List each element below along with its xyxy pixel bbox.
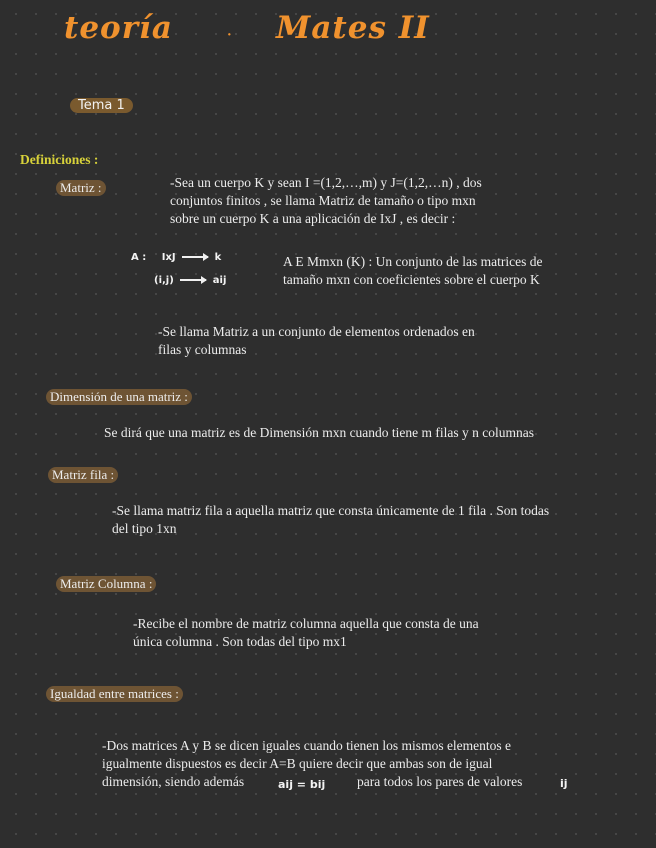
matriz-columna-definition: -Recibe el nombre de matriz columna aquella que consta de una única columna . Son todas del tipo mx1 (133, 616, 479, 649)
matriz-fila-definition: -Se llama matriz fila a aquella matriz que consta únicamente de 1 fila . Son todas del tipo 1xn (112, 503, 550, 536)
definitions-heading: Definiciones : (20, 152, 99, 167)
matriz-definition-2: -Se llama Matriz a un conjunto de elementos ordenados en filas y columnas (158, 324, 475, 357)
arrow-icon (180, 279, 206, 281)
title-separator: · (226, 24, 233, 46)
mapping-k: k (214, 252, 222, 263)
matriz-definition: -Sea un cuerpo K y sean I =(1,2,…,m) y J=(1,2,…n) , dos conjuntos finitos , se llama Matriz de tamaño o tipo mxn sobre un cuerpo K a una aplicación de IxJ , es decir : (170, 175, 482, 226)
mapping-aij: aij (212, 275, 227, 286)
mapping-ixj: IxJ (161, 252, 176, 263)
matriz-label: Matriz : (56, 180, 106, 196)
igualdad-ij: ij (560, 777, 568, 790)
igualdad-label: Igualdad entre matrices : (46, 686, 183, 702)
title-teoria: teoría (64, 10, 173, 46)
igualdad-formula: aij = bij (278, 778, 326, 791)
mapping-line-2 (154, 275, 226, 286)
mmxn-definition: A E Mmxn (K) : Un conjunto de las matrices de tamaño mxn con coeficientes sobre el cuerpo K (283, 254, 543, 287)
mapping-line-1 (131, 252, 221, 263)
dimension-label: Dimensión de una matriz : (46, 389, 192, 405)
mapping-ij: (i,j) (154, 275, 174, 286)
mapping-a: A : (131, 252, 147, 263)
dimension-definition: Se dirá que una matriz es de Dimensión mxn cuando tiene m filas y n columnas (104, 425, 535, 440)
tema-label: Tema 1 (70, 98, 133, 113)
title-mates: Mates II (276, 10, 430, 46)
igualdad-end-text: para todos los pares de valores (357, 774, 523, 789)
igualdad-definition: -Dos matrices A y B se dicen iguales cuando tienen los mismos elementos e igualmente dispuestos es decir A=B quiere decir que ambas son de igual dimensión, siendo además (102, 738, 512, 789)
matriz-fila-label: Matriz fila : (48, 467, 118, 483)
arrow-icon (182, 256, 208, 258)
matriz-columna-label: Matriz Columna : (56, 576, 156, 592)
